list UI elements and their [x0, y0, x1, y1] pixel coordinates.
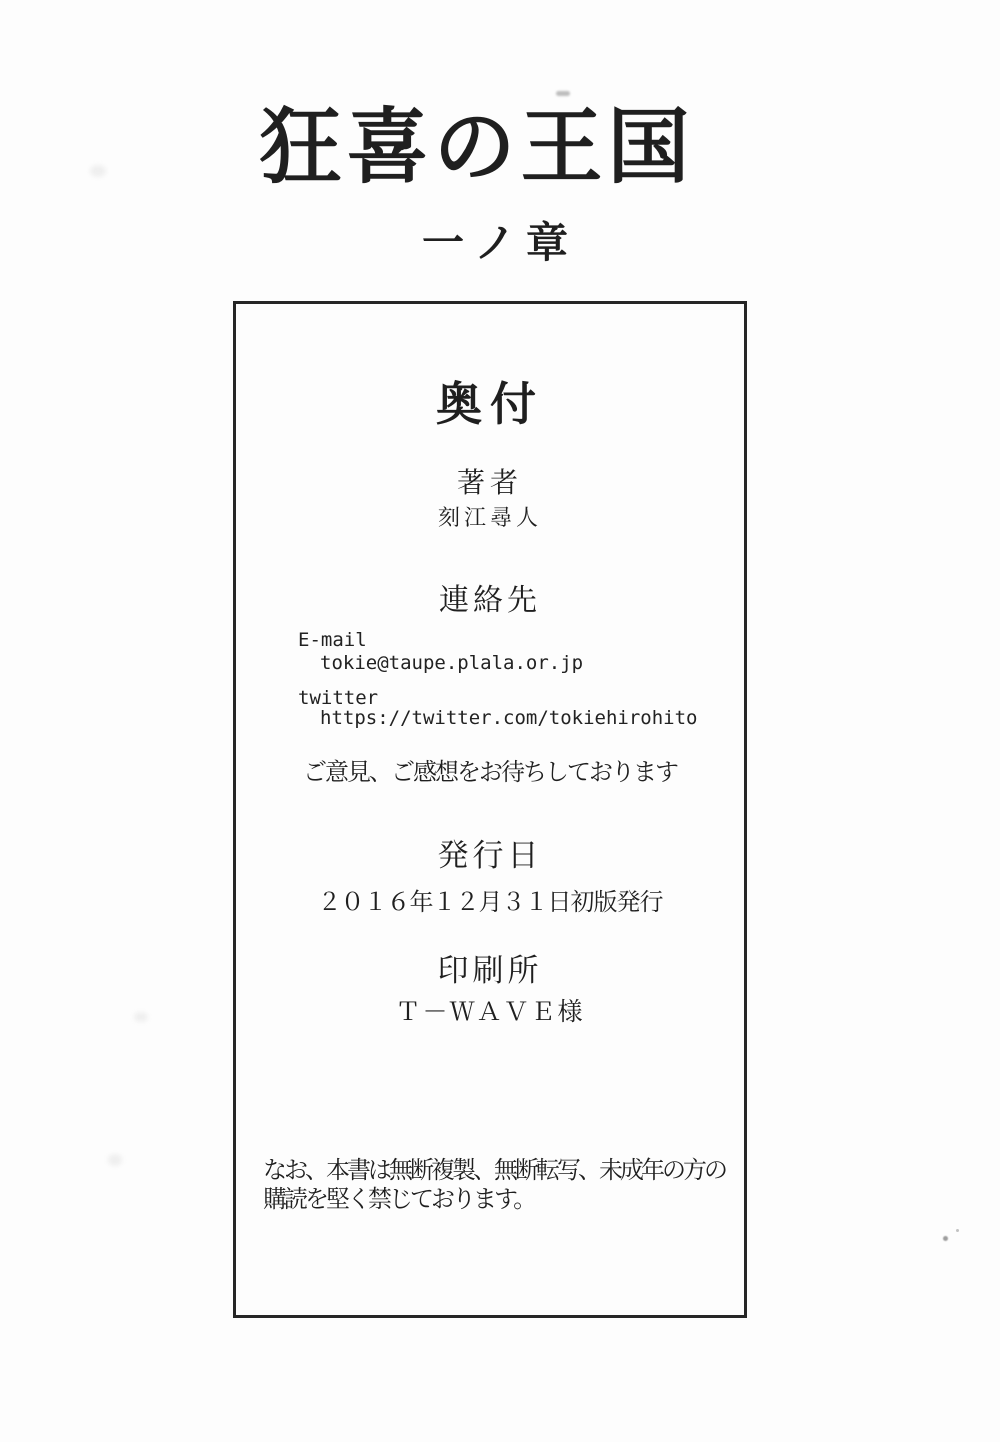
publish-date-label: 発行日	[437, 838, 543, 873]
author-label: 著者	[456, 467, 523, 498]
email-address: tokie@taupe.plala.or.jp	[320, 652, 584, 674]
scan-speck	[956, 1229, 959, 1232]
contact-label: 連絡先	[439, 584, 541, 617]
scan-speck	[134, 1012, 148, 1022]
page-title: 狂喜の王国	[259, 102, 695, 193]
email-label: E-mail	[298, 629, 367, 651]
colophon-box	[233, 301, 747, 1318]
chapter-subtitle: 一ノ章	[421, 219, 578, 266]
feedback-note: ご意見、ご感想をお待ちしております	[303, 759, 677, 786]
disclaimer-text	[263, 1156, 733, 1214]
author-name: 刻江尋人	[437, 505, 542, 530]
twitter-url: https://twitter.com/tokiehirohito	[320, 707, 698, 729]
disclaimer-line-2: 購読を堅く禁じております。	[263, 1186, 535, 1213]
colophon-heading: 奥付	[436, 378, 544, 430]
publish-date: ２０１６年１２月３１日初版発行	[317, 889, 663, 916]
printer-label: 印刷所	[437, 953, 543, 988]
scan-speck	[108, 1154, 122, 1166]
disclaimer-line-1: なお、本書は無断複製、無断転写、未成年の方の	[263, 1157, 725, 1184]
printer-name: Ｔ－ＷＡＶＥ様	[395, 998, 585, 1026]
scan-speck	[556, 91, 570, 96]
scan-speck	[943, 1236, 948, 1241]
twitter-label: twitter	[298, 687, 379, 709]
